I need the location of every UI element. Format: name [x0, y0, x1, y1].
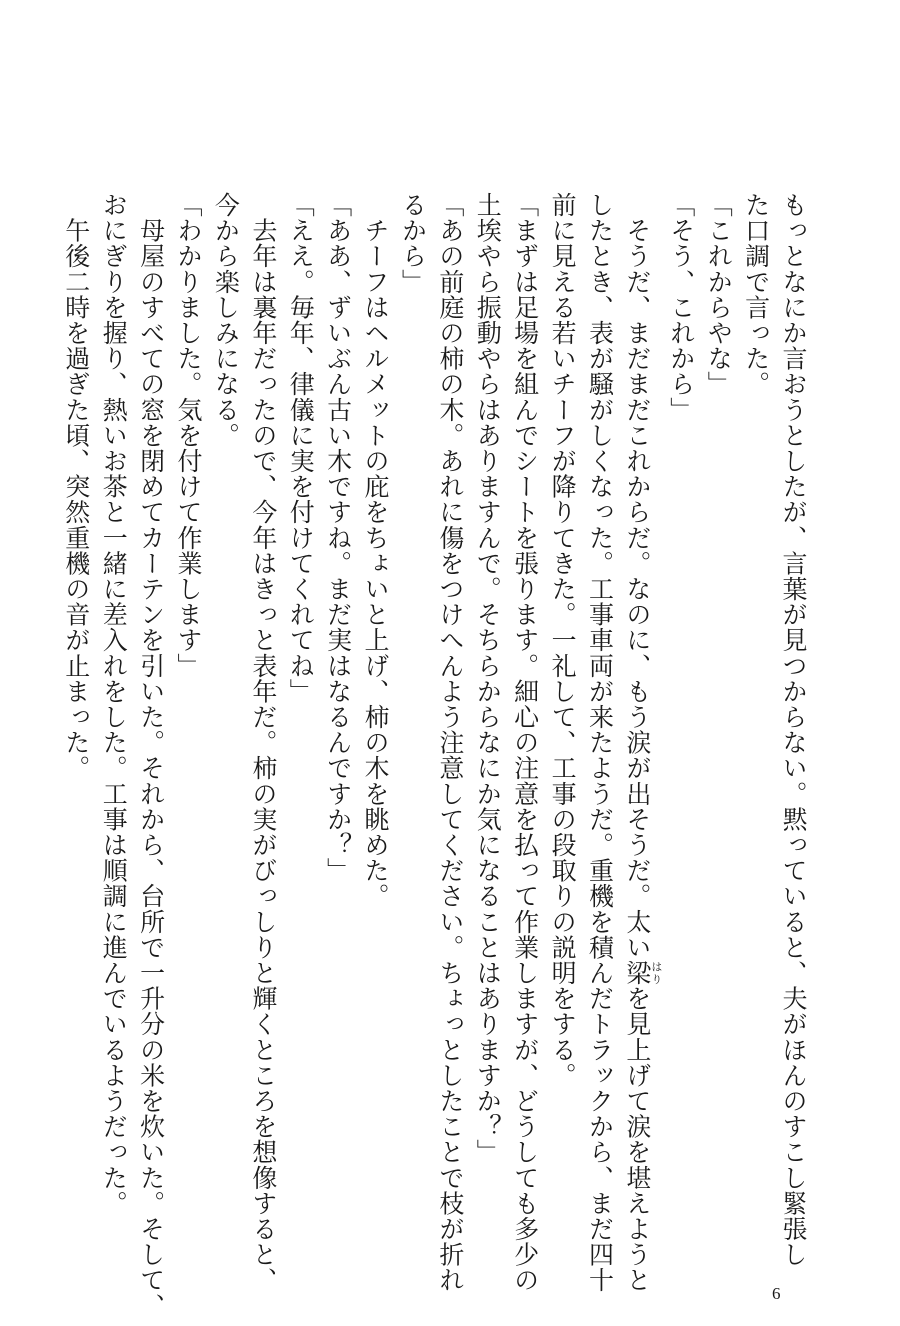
vertical-text-body — [61, 192, 812, 1319]
text-line-14: 「ええ。毎年、律儀に実を付けてくれてね」 — [286, 192, 316, 704]
text-line-7: 前に見える若いチーフが降りてきた。一礼して、工事の段取りの説明をする。 — [548, 192, 578, 1088]
text-line-19: おにぎりを握り、熱いお茶と一緒に差入れをした。工事は順調に進んでいるようだった。 — [99, 192, 129, 1216]
text-line-3: 「これからやな」 — [704, 192, 734, 397]
text-line-11: るから」 — [398, 192, 428, 295]
text-line-4: 「そう、これから」 — [666, 192, 696, 423]
text-line-12: チーフはヘルメットの庇をちょいと上げ、柿の木を眺めた。 — [361, 192, 391, 909]
text-line-1: もっとなにか言おうとしたが、言葉が見つからない。黙っていると、夫がほんのすこし緊張し — [779, 192, 808, 1268]
text-line-5-before: そうだ、まだまだこれからだ。なのに、もう涙が出そうだ。太い — [622, 192, 652, 960]
text-line-5 — [618, 192, 663, 1293]
text-line-17: 「わかりました。気を付けて作業します」 — [174, 192, 203, 679]
page-number: 6 — [772, 1284, 781, 1303]
text-line-6: したとき、表が騒がしくなった。工事車両が来たようだ。重機を積んだトラックから、まだ四十 — [585, 192, 615, 1293]
text-line-16: 今から楽しみになる。 — [211, 192, 241, 448]
text-line-10: 「あの前庭の柿の木。あれに傷をつけへんよう注意してください。ちょっとしたことで枝が折れ — [435, 192, 465, 1293]
text-line-8: 「まずは足場を組んでシートを張ります。細心の注意を払って作業しますが、どうしても多少の — [510, 192, 540, 1293]
text-line-15: 去年は裏年だったので、今年はきっと表年だ。柿の実がびっしりと輝くところを想像すると、 — [248, 192, 278, 1293]
text-line-20: 午後二時を過ぎた頃、突然重機の音が止まった。 — [61, 192, 91, 781]
text-line-18: 母屋のすべての窓を閉めてカーテンを引いた。それから、台所で一升分の米を炊いた。そして、 — [136, 192, 166, 1319]
ruby-reading: はり — [649, 960, 663, 986]
ruby-base: 梁 — [622, 960, 652, 986]
text-line-5-after: を見上げて涙を堪えようと — [622, 985, 652, 1293]
ruby-hari — [622, 960, 663, 986]
text-line-13: 「ああ、ずいぶん古い木ですね。まだ実はなるんですか？」 — [323, 192, 353, 884]
text-line-2: た口調で言った。 — [741, 192, 771, 397]
text-line-9: 土埃やら振動やらはありますんで。そちらからなにか気になることはありますか？」 — [473, 192, 503, 1165]
